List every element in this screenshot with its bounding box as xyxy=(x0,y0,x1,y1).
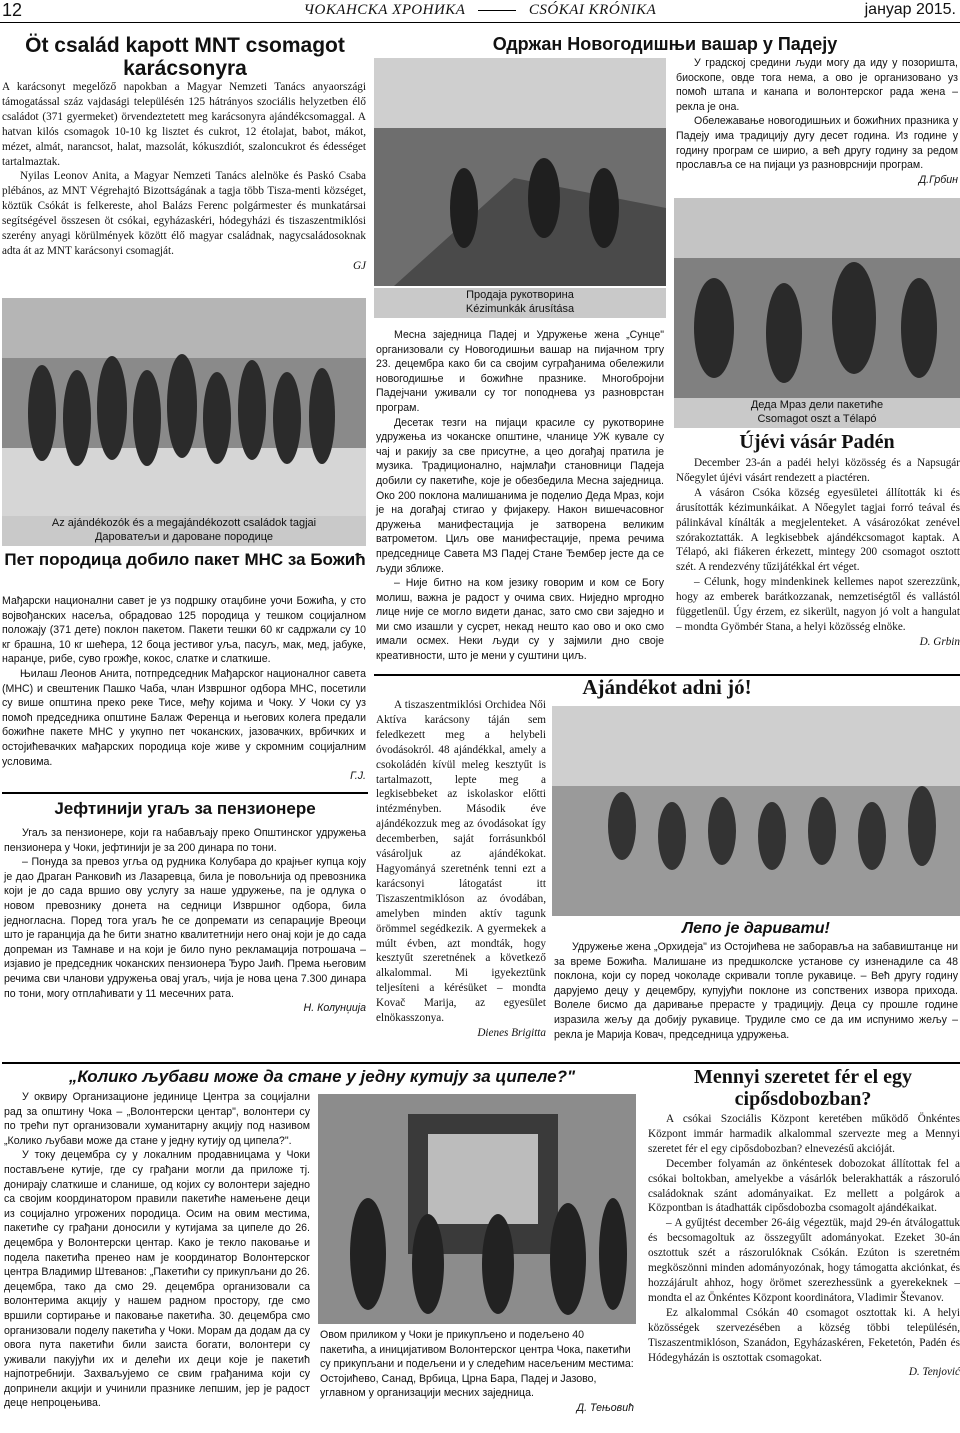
article9-title: Mennyi szeretet fér el egy cipősdobozban? xyxy=(693,1066,913,1110)
kindergarten-photo xyxy=(552,706,960,916)
article4-paragraph: Обележавање новогодишњих и божићних празника у Падеју има традицију дугу десет година. Из године у годину програм се ширио, а већ другу годину за редом прославља се на пијаци уз разноврснији програм. xyxy=(676,115,958,172)
article3-paragraph: Угаљ за пензионере, који га набављају преко Општинског удружења пензионера у Чоки, јефтинији је за 200 динара по тони. xyxy=(4,827,366,854)
article5-paragraph: December 23-án a padéi helyi közösség és a Napsugár Nőegylet újévi vásárt rendezett a piactéren. xyxy=(676,457,960,484)
article2-body xyxy=(2,594,366,784)
article8-signature: Д. Тењовић xyxy=(576,1401,634,1414)
article3-paragraph: – Понуда за превоз угља од рудника Колубара до крајњег купца коју је дао Драган Ранковић из Лазаревца, била је повољнија од превозника који је до сада вршио ову услугу за наше удружење, па је одлука о новом превознику донета на седници Извршног одбора, била једногласна. Поред тога угаљ ће се допремати из сепарације Вреоци што је гаранција да ће бити знатно квалитетнији него онај који је до сада допреман из Тамнаве и на који је било пуно рекламација потрошача – изјавио је председник чоканских пензионера Ђуро Јаић. Према његовим речима сви чланови удружења овај угаљ, чија је нова цена 7.300 динара по тони, могу отплаћивати у 11 месечних рата. xyxy=(4,856,366,1000)
article4-paragraph: Десетак тезги на пијаци красиле су рукотворине удружења из чоканске општине, чланице УЖ кувале су чај и ракију за све присутне, а цео догађај пратила је музика. Традиционално, најмлађи становници Падеја добили су пакетиће, које је обезбедила Месна заједница. Око 200 поклона малишанима је поделио Деда Мраз, који је на догађај стигао у фијакеру. Након вишечасовног дружења манифестација је затворена великим ватрометом. Циљ ове манифестације, према речима председнице Савета МЗ Падеј Стане Ђембер јесте да се људи зближе. xyxy=(376,416,664,575)
article4-body-continued xyxy=(676,56,958,187)
article2-paragraph: Њилаш Леонов Анита, потпредседник Мађарског националног савета (МНС) и свештеник Пашко Чаба, члан Извршног одбора МНС, посетили су више општина преко реке Тисе, међу којима и Чоку. У Чоки су уз помоћ председника општине Балаж Ференца и његових колега предали божићне пакете МНС у укупно пет чоканских, јазовачких, врбичких и остојићевачких мађарских породица које живе у скромним социјалним условима. xyxy=(2,667,366,768)
article1-title: Öt család kapott MNT csomagot karácsonyra xyxy=(25,34,345,81)
caption-serbian: Даровaтељи и даровaне породице xyxy=(94,531,274,543)
article8-photo-caption xyxy=(320,1328,634,1416)
article5-signature: D. Grbin xyxy=(919,635,960,648)
article4-paragraph: У градској средини људи могу да иду у позоришта, биоскопе, овде тога нема, а ово је организовано уз помоћ штапа и канапа и волонтерског рада жена – рекла је она. xyxy=(676,57,958,113)
article1-photo-caption xyxy=(2,516,366,546)
article2-paragraph: Мађарски национални савет је уз подршку отаџбине уочи Божића, у сто војвођанских насеља, обрадовао 125 породица у тешком социјалном положају (371 дете) поклон пакетом. Пакети тешки 60 кг садржали су 10 кг брашна, 10 кг шећера, 12 боца јестивог уља, пасуљ, мак, мед, јабуке, наранџе, рибе, суво грожђе, кокос, слатке и слаткише. xyxy=(2,595,366,666)
article9-paragraph: A csókai Szociális Központ keretében működő Önkéntes Központ immár harmadik alkalommal szervezte meg a Mennyi szeretet fér el egy cipősdobozban? elnevezésű akcióját. xyxy=(648,1113,960,1155)
caption-text: Овом приликом у Чоки је прикупљено и подељено 40 пакетића, а иницијативом Волонтерског центра Чока, пакетићи су прикупљани и подељени и у следећим насељеним местима: Остојићево, Санад, Врбица, Црна Бара, Падеј и Јазово, углавном у организацији месних заједница. xyxy=(320,1329,634,1400)
article7-body xyxy=(554,940,958,1042)
article3-signature: Н. Колунџија xyxy=(303,1002,366,1015)
article8-paragraph: У оквиру Организационе јединице Центра за социјални рад за општину Чока – „Волонтерски центар", волонтери су по трећи пут организовали хуманитарну акцију под називом „Колико љубави може да стане у једну кутију од ципела?". xyxy=(4,1091,310,1147)
article6-title: Ajándékot adni jó! xyxy=(582,675,752,699)
article6-signature: Dienes Brigitta xyxy=(477,1026,546,1039)
volunteers-van-photo xyxy=(318,1094,636,1324)
page-header xyxy=(0,0,960,23)
article1-signature: GJ xyxy=(352,259,366,272)
caption-serbian: Продаја рукотворина xyxy=(466,289,574,301)
santa-photo xyxy=(674,198,960,398)
caption-hungarian: Az ajándékozók és a megajándékozott családok tagjai xyxy=(51,517,317,529)
caption-hungarian: Csomagot oszt a Télapó xyxy=(757,413,877,425)
article8-body xyxy=(4,1090,310,1411)
caption-serbian: Деда Мраз дели пакетиће xyxy=(750,399,884,411)
article8-paragraph: У току децембра су у локалним продавницама у Чоки постављене кутије, где су грађани могли да приложе тј. донирају слаткише и сланише, од којих су волонтери заједно са својим координатором правили пакетиће намењене деци из социјално угрожених породица. Осим на овим местима, пакетиће су грађани доносили у кутијама за ципеле до 26. децембра у Волонтерски центар. Како је текло паковање и подела пакетића пренео нам је координатор Волонтерског центра Владимир Штеванов: „Пакетићи су прикупљани до 26. децембра, тако да смо 29. децембра организовали са волонтерима акцију у нашем радном простору, где смо вршили сортирање и паковање пакетића. 30. децембра смо организовали поделу пакетића у Чоки. Морам да додам да су овога пута пакетићи били заиста богати, волонтери су уживали пакујући их и делећи их деци које је пакетић најпотребнији. Захваљујемо се свим грађанима који су допринели акцији и учинили празнике лепшим, јер је радост деце непроцењива. xyxy=(4,1149,310,1410)
article3-body xyxy=(4,826,366,1016)
article5-title: Újévi vásár Padén xyxy=(739,431,895,453)
article1-paragraph: A karácsonyt megelőző napokban a Magyar Nemzeti Tanács anyaországi támogatással száz vajdasági településén 125 hátrányos szociális helyzetben élő családot (371 gyermeket) örvendeztetett meg karácsonyra ajándékcsomaggal. A hatvan kilós csomagok 10-10 kg lisztet és cukrot, 12 étolajat, babot, mákot, mézet, almát, narancsot, halat, mazsolát, kókuszdiót, szaloncukrot és édességet tartalmaztak. xyxy=(2,81,366,168)
article8-title: „Колико љубави може да стане у једну кутију за ципеле?" xyxy=(68,1067,576,1086)
page-number: 12 xyxy=(2,0,23,20)
article9-signature: D. Tenjović xyxy=(908,1366,960,1379)
families-photo xyxy=(2,298,366,516)
masthead-cyrillic: ЧОКАНСКА ХРОНИКА xyxy=(303,2,466,18)
bottom-section-rule xyxy=(2,1062,960,1064)
caption-hungarian: Kézimunkák árusítása xyxy=(465,303,575,315)
article9-paragraph: December folyamán az önkéntesek dobozokat állítottak fel a csókai boltokban, amelyekbe a vásárlók belerakhatták a rászoruló családoknak szánt adományaikat. Ez mellett a polgárok a Központban is átadhatták cipősdobozba csomagolt ajándékaikat. xyxy=(648,1157,960,1215)
article9-paragraph: Ez alkalommal Csókán 40 csomagot osztottak ki. A helyi közösségek szervezésében a község többi településén, Tiszaszentmiklóson, Szanádon, Egyházaskéren, Feketetón, Padén és Hódegyházán is osztottak csomagokat. xyxy=(648,1306,960,1364)
article9-body xyxy=(648,1112,960,1380)
article7-paragraph: Удружење жена „Орхидеја" из Остојићева не заборавља на забавиштанце ни за време Божића. Малишане из предшколске установе су изненадиле са 48 поклона, који су поред чоколаде скривали топле рукавице. – Већ другу годину даруjемо децу у децембру, купујући поклоне из сопствених извора прихода. Волеле бисмо да даривање прерасте у традицију. Деца су прошле године изразила жељу да добију рукавице. Трудиле смо се да им испунимо жељу – рекла је Марија Ковач, председница удружења. xyxy=(554,941,958,1041)
article4-title: Одржан Новогодишњи вашар у Падеју xyxy=(492,34,838,54)
article4-signature: Д.Грбин xyxy=(918,173,958,186)
article5-body xyxy=(676,456,960,650)
masthead xyxy=(0,2,960,19)
article5-paragraph: – Célunk, hogy mindenkinek kellemes napot szerezzünk, hogy az emberek barátkozzanak, nemzetiségtől és vallástól függetlenül. Úgy érzem, ez sikerült, nagyon jó volt a hangulat – mondta Gyömbér Stana, a helyi közösség elnöke. xyxy=(676,576,960,633)
issue-date: јануар 2015. xyxy=(864,1,956,18)
article4-photo-caption xyxy=(374,288,666,318)
article4-body xyxy=(376,328,664,664)
article4-photo2-caption xyxy=(674,398,960,428)
article3-title: Јефтинији угаљ за пензионере xyxy=(54,799,316,818)
article2-title: Пет породица добило пакет МНС за Божић xyxy=(4,550,366,569)
article4-paragraph: Месна заједница Падеј и Удружење жена „Сунце" организовали су Новогодишњи вашар на пијачном тргу 23. децембра како би са својим суграђанима обележили новогодишње и божићне празнике. Многобројни Падејчани уживали су тог поподнева уз разноврстан програм. xyxy=(376,329,664,414)
article5-paragraph: A vásáron Csóka község egyesületei állították ki és árusították kézimunkáikat. A Nőegylet tagjai forró teával és pálinkával kínálták a megjelenteket. A vásározókat zenével szórakoztatták. A legkisebbek ajándékcsomagot kaptak. A Télapó, aki fiákeren érkezett, mintegy 200 csomagot osztott szét. A rendezvény tűzijátékkal ért véget. xyxy=(676,486,960,574)
article7-title: Лепо је даривати! xyxy=(682,920,830,937)
handicraft-sale-photo xyxy=(374,58,666,286)
article4-paragraph: – Није битно на ком језику говорим и ком се Богу молиш, важна је радост у очима свих. Ниједно мргодно лице није се могло видети данас, зато смо сви заједно и ми смо изашли у сусрет, некад нешто као ово и око смо имали осмех. Неки људи су у зајмили дно своје креативности, што је мени у суштини циљ. xyxy=(376,577,664,663)
masthead-latin: CSÓKAI KRÓNIKA xyxy=(528,2,657,18)
article2-signature: Г.Ј. xyxy=(350,770,366,783)
article1-body xyxy=(2,80,366,274)
article6-paragraph: A tiszaszentmiklósi Orchidea Női Aktíva karácsony táján sem feledkezett meg a helybeli óvodásokról. 48 ajándékkal, amely a csokoládén kívül meleg kesztyűt is tartalmazott, lepte meg a legkisebbeket az iskolaskor előtti intézményben. Második éve ajándékozzuk meg az óvodásokat így decemberben, saját forrásunkból vásároljuk az ajándékokat. Hagyományá szeretnénk tenni ezt a karácsonyi látogatást itt Tiszaszentmiklóson az óvodában, amelyben minden aktív tagunk örömmel segédkezik. A gyermekek a múlt évben, azt mondták, hogy kesztyűt szeretnének a következő alkalommal. Mi igyekeztünk teljesíteni a kérésüket – mondta Kovač Marija, az egyesület elnökasszonya. xyxy=(376,699,546,1025)
article9-paragraph: – A gyűjtést december 26-áig végeztük, majd 29-én átválogattuk és becsomagoltuk az összegyűlt adományokat. Ezeket 30-án osztottuk szét a rászorulóknak Csókán. Ezúton is szeretném megköszönni minden adományozónak, hogy támogatta akciónkat, és hozzájárult ahhoz, hogy örömet szerezhessünk a gyerekeknek – mondta el az Önkéntes Központ koordinátora, Vladimir Števanov. xyxy=(648,1217,960,1304)
article6-body xyxy=(376,698,546,1041)
article1-paragraph: Nyilas Leonov Anita, a Magyar Nemzeti Tanács alelnöke és Paskó Csaba plébános, az MNT Végrehajtó Bizottságának a tagja több Tisza-menti községet, köztük Csókát is felkereste, ahol Balázs Ferenc polgármester és munkatársai segítségével összesen öt csókai, egyházaskéri, hódegyházi és tiszaszentmiklósi szerény anyagi körülmények között élő magyar családnak, nagycsaládosoknak adta át az MNT karácsonyi csomagját. xyxy=(2,170,366,257)
